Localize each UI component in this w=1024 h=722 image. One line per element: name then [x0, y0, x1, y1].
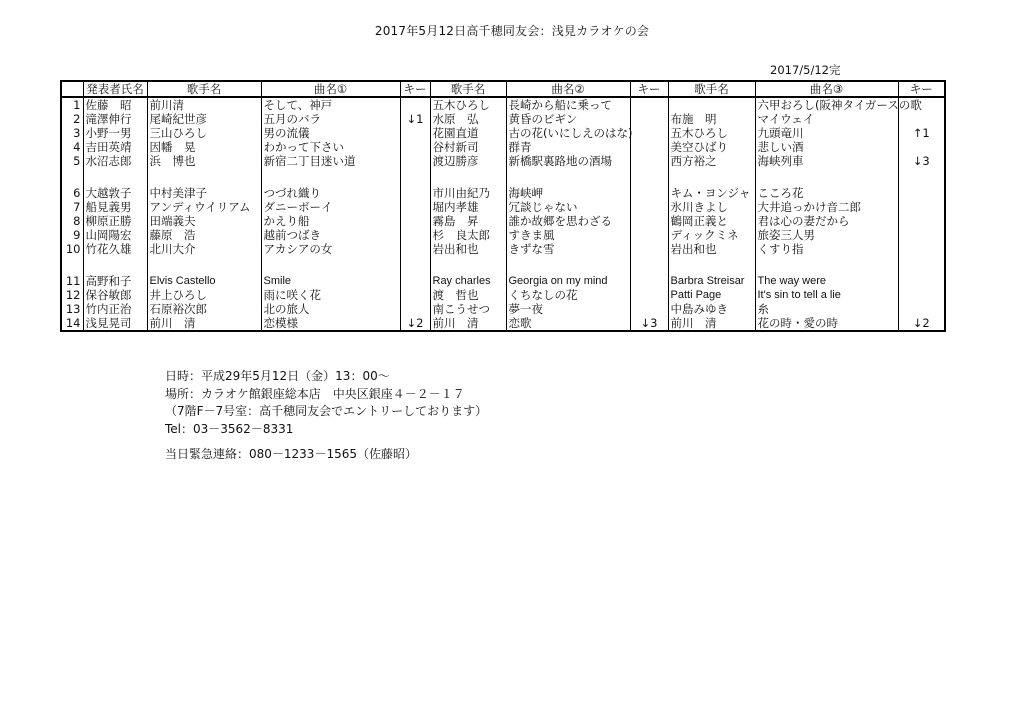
song-1-cell: 男の流儀	[261, 126, 400, 140]
row-number-cell: 9	[61, 228, 83, 242]
singer-3-cell: ディックミネ	[668, 228, 755, 242]
table-row	[61, 288, 945, 302]
key-1-cell	[400, 186, 430, 200]
key-2-cell	[630, 97, 668, 112]
col-key3-header: キー	[898, 81, 945, 97]
singer-3-cell: 美空ひばり	[668, 140, 755, 154]
singer-2-cell: 杉 良太郎	[430, 228, 506, 242]
empty-cell	[506, 256, 630, 274]
key-3-cell	[898, 186, 945, 200]
song-3-cell: 九頭竜川	[755, 126, 898, 140]
col-singer3-header: 歌手名	[668, 81, 755, 97]
song-2-cell: 海峡岬	[506, 186, 630, 200]
key-3-cell	[898, 288, 945, 302]
singer-2-cell: 渡 哲也	[430, 288, 506, 302]
row-number-cell: 13	[61, 302, 83, 316]
key-1-cell	[400, 302, 430, 316]
singer-3-cell: 布施 明	[668, 112, 755, 126]
song-1-cell: ダニーボーイ	[261, 200, 400, 214]
song-1-cell: 雨に咲く花	[261, 288, 400, 302]
table-row	[61, 97, 945, 112]
table-row	[61, 228, 945, 242]
song-2-cell: 古の花(いにしえのはな)	[506, 126, 630, 140]
table-row	[61, 214, 945, 228]
key-1-cell: ↓2	[400, 316, 430, 331]
row-number-cell: 1	[61, 97, 83, 112]
key-1-cell	[400, 274, 430, 288]
presenter-name-cell: 竹内正治	[83, 302, 147, 316]
singer-2-cell: 水原 弘	[430, 112, 506, 126]
key-2-cell	[630, 154, 668, 168]
key-1-cell	[400, 242, 430, 256]
singer-2-cell: 市川由紀乃	[430, 186, 506, 200]
row-number-cell: 8	[61, 214, 83, 228]
karaoke-program-table	[60, 80, 946, 332]
song-3-cell: 海峡列車	[755, 154, 898, 168]
empty-cell	[898, 168, 945, 186]
singer-1-cell: 前川 清	[147, 316, 261, 331]
row-number-cell: 6	[61, 186, 83, 200]
song-2-cell: 夢一夜	[506, 302, 630, 316]
row-number-cell: 11	[61, 274, 83, 288]
row-number-cell: 12	[61, 288, 83, 302]
singer-3-cell: キム・ヨンジャ	[668, 186, 755, 200]
row-number-cell: 7	[61, 200, 83, 214]
singer-1-cell: 三山ひろし	[147, 126, 261, 140]
key-2-cell	[630, 214, 668, 228]
key-1-cell	[400, 200, 430, 214]
col-key2-header: キー	[630, 81, 668, 97]
row-number-cell: 3	[61, 126, 83, 140]
empty-cell	[61, 168, 83, 186]
singer-1-cell: 尾崎紀世彦	[147, 112, 261, 126]
key-3-cell	[898, 228, 945, 242]
key-3-cell	[898, 200, 945, 214]
col-singer2-header: 歌手名	[430, 81, 506, 97]
singer-1-cell: 石原裕次郎	[147, 302, 261, 316]
presenter-name-cell: 竹花久雄	[83, 242, 147, 256]
empty-cell	[630, 168, 668, 186]
singer-1-cell: アンディウイリアム	[147, 200, 261, 214]
key-2-cell	[630, 186, 668, 200]
col-presenter-header: 発表者氏名	[83, 81, 147, 97]
key-3-cell: ↑1	[898, 126, 945, 140]
event-datetime: 日時：平成29年5月12日（金）13：00～	[165, 369, 390, 383]
singer-1-cell: Elvis Castello	[147, 274, 261, 288]
key-3-cell	[898, 112, 945, 126]
empty-cell	[430, 168, 506, 186]
song-3-cell: マイウェイ	[755, 112, 898, 126]
song-1-cell: 五月のバラ	[261, 112, 400, 126]
presenter-name-cell: 佐藤 昭	[83, 97, 147, 112]
key-2-cell	[630, 288, 668, 302]
singer-2-cell: 花園直道	[430, 126, 506, 140]
song-2-cell: 誰か故郷を思わざる	[506, 214, 630, 228]
key-2-cell	[630, 126, 668, 140]
singer-3-cell: Patti Page	[668, 288, 755, 302]
singer-2-cell: 谷村新司	[430, 140, 506, 154]
table-row	[61, 140, 945, 154]
key-2-cell	[630, 302, 668, 316]
col-song2-header: 曲名②	[506, 81, 630, 97]
song-2-cell: 黄昏のビギン	[506, 112, 630, 126]
table-header-row	[61, 81, 945, 97]
song-3-cell: It's sin to tell a lie	[755, 288, 898, 302]
singer-1-cell: 北川大介	[147, 242, 261, 256]
key-3-cell: ↓2	[898, 316, 945, 331]
singer-2-cell: Ray charles	[430, 274, 506, 288]
empty-cell	[668, 168, 755, 186]
key-1-cell	[400, 140, 430, 154]
song-1-cell: そして、神戸	[261, 97, 400, 112]
key-2-cell	[630, 140, 668, 154]
song-1-cell: 越前つばき	[261, 228, 400, 242]
key-1-cell	[400, 154, 430, 168]
table-row	[61, 274, 945, 288]
singer-3-cell: Barbra Streisar	[668, 274, 755, 288]
key-2-cell	[630, 112, 668, 126]
row-number-cell: 14	[61, 316, 83, 331]
singer-3-cell: 氷川きよし	[668, 200, 755, 214]
presenter-name-cell: 浅見晃司	[83, 316, 147, 331]
song-2-cell: 長崎から船に乗って	[506, 97, 630, 112]
song-2-cell: きずな雪	[506, 242, 630, 256]
song-1-cell: 新宿二丁目迷い道	[261, 154, 400, 168]
emergency-contact: 当日緊急連絡：080－1233－1565（佐藤昭）	[165, 447, 417, 461]
presenter-name-cell: 船見義男	[83, 200, 147, 214]
group-spacer-row	[61, 256, 945, 274]
event-info	[165, 368, 487, 438]
song-2-cell: Georgia on my mind	[506, 274, 630, 288]
song-3-cell: 君は心の妻だから	[755, 214, 898, 228]
table-row	[61, 242, 945, 256]
singer-1-cell: 井上ひろし	[147, 288, 261, 302]
song-3-cell: こころ花	[755, 186, 898, 200]
key-3-cell	[898, 242, 945, 256]
singer-3-cell: 西方裕之	[668, 154, 755, 168]
key-1-cell	[400, 228, 430, 242]
singer-2-cell: 堀内孝雄	[430, 200, 506, 214]
presenter-name-cell: 大越敦子	[83, 186, 147, 200]
event-place: 場所：カラオケ館銀座総本店 中央区銀座４－２－１７	[165, 386, 465, 401]
empty-cell	[755, 256, 898, 274]
empty-cell	[61, 256, 83, 274]
col-no-header	[61, 81, 83, 97]
empty-cell	[630, 256, 668, 274]
song-2-cell: くちなしの花	[506, 288, 630, 302]
key-3-cell	[898, 274, 945, 288]
singer-2-cell: 渡辺勝彦	[430, 154, 506, 168]
row-number-cell: 10	[61, 242, 83, 256]
presenter-name-cell: 保谷敏郎	[83, 288, 147, 302]
empty-cell	[400, 256, 430, 274]
song-3-cell: 花の時・愛の時	[755, 316, 898, 331]
key-1-cell	[400, 126, 430, 140]
singer-3-cell: 鶴岡正義と	[668, 214, 755, 228]
singer-2-cell: 前川 清	[430, 316, 506, 331]
song-3-cell: 旅姿三人男	[755, 228, 898, 242]
key-2-cell	[630, 200, 668, 214]
group-spacer-row	[61, 168, 945, 186]
presenter-name-cell: 山岡陽宏	[83, 228, 147, 242]
presenter-name-cell: 水沼志郎	[83, 154, 147, 168]
singer-3-cell: 中島みゆき	[668, 302, 755, 316]
completion-date: 2017/5/12完	[770, 63, 841, 77]
col-key1-header: キー	[400, 81, 430, 97]
table-row	[61, 200, 945, 214]
song-2-cell: 新橋駅裏路地の酒場	[506, 154, 630, 168]
singer-2-cell: 五木ひろし	[430, 97, 506, 112]
key-1-cell: ↓1	[400, 112, 430, 126]
presenter-name-cell: 滝澤伸行	[83, 112, 147, 126]
singer-1-cell: 藤原 浩	[147, 228, 261, 242]
event-room: （7階F－7号室：高千穂同友会でエントリーしております）	[165, 404, 488, 418]
empty-cell	[898, 256, 945, 274]
table-row	[61, 154, 945, 168]
row-number-cell: 5	[61, 154, 83, 168]
song-3-cell: 悲しい酒	[755, 140, 898, 154]
table-row	[61, 302, 945, 316]
page-title: 2017年5月12日高千穂同友会：浅見カラオケの会	[374, 24, 650, 38]
song-1-cell: つづれ織り	[261, 186, 400, 200]
song-1-cell: 恋模様	[261, 316, 400, 331]
song-1-cell: わかって下さい	[261, 140, 400, 154]
key-3-cell: ↓3	[898, 154, 945, 168]
col-singer1-header: 歌手名	[147, 81, 261, 97]
song-1-cell: Smile	[261, 274, 400, 288]
empty-cell	[668, 256, 755, 274]
singer-3-cell: 岩出和也	[668, 242, 755, 256]
singer-2-cell: 南こうせつ	[430, 302, 506, 316]
empty-cell	[400, 168, 430, 186]
song-1-cell: アカシアの女	[261, 242, 400, 256]
song-2-cell: 恋歌	[506, 316, 630, 331]
singer-3-cell: 五木ひろし	[668, 126, 755, 140]
key-3-cell	[898, 214, 945, 228]
col-song3-header: 曲名③	[755, 81, 898, 97]
singer-3-cell: 前川 清	[668, 316, 755, 331]
song-3-cell: 六甲おろし(阪神タイガースの歌	[755, 97, 898, 112]
key-3-cell	[898, 140, 945, 154]
song-1-cell: 北の旅人	[261, 302, 400, 316]
empty-cell	[261, 256, 400, 274]
key-2-cell: ↓3	[630, 316, 668, 331]
key-1-cell	[400, 288, 430, 302]
singer-1-cell: 田端義夫	[147, 214, 261, 228]
table-row	[61, 126, 945, 140]
song-3-cell: 大井追っかけ音二郎	[755, 200, 898, 214]
key-3-cell	[898, 302, 945, 316]
song-3-cell: 糸	[755, 302, 898, 316]
table-row	[61, 316, 945, 331]
table-row	[61, 112, 945, 126]
empty-cell	[147, 256, 261, 274]
singer-1-cell: 前川清	[147, 97, 261, 112]
row-number-cell: 2	[61, 112, 83, 126]
song-2-cell: 群青	[506, 140, 630, 154]
table-row	[61, 186, 945, 200]
presenter-name-cell: 高野和子	[83, 274, 147, 288]
empty-cell	[430, 256, 506, 274]
col-song1-header: 曲名①	[261, 81, 400, 97]
empty-cell	[261, 168, 400, 186]
singer-3-cell	[668, 97, 755, 112]
event-tel: Tel：03－3562－8331	[165, 421, 294, 436]
song-1-cell: かえり船	[261, 214, 400, 228]
singer-2-cell: 岩出和也	[430, 242, 506, 256]
singer-1-cell: 中村美津子	[147, 186, 261, 200]
singer-1-cell: 因幡 晃	[147, 140, 261, 154]
presenter-name-cell: 小野一男	[83, 126, 147, 140]
key-1-cell	[400, 214, 430, 228]
empty-cell	[506, 168, 630, 186]
empty-cell	[83, 256, 147, 274]
singer-2-cell: 霧島 昇	[430, 214, 506, 228]
song-2-cell: すきま風	[506, 228, 630, 242]
key-2-cell	[630, 274, 668, 288]
row-number-cell: 4	[61, 140, 83, 154]
presenter-name-cell: 柳原正勝	[83, 214, 147, 228]
song-3-cell: くすり指	[755, 242, 898, 256]
key-1-cell	[400, 97, 430, 112]
song-2-cell: 冗談じゃない	[506, 200, 630, 214]
singer-1-cell: 浜 博也	[147, 154, 261, 168]
empty-cell	[83, 168, 147, 186]
presenter-name-cell: 吉田英靖	[83, 140, 147, 154]
song-3-cell: The way were	[755, 274, 898, 288]
empty-cell	[755, 168, 898, 186]
key-2-cell	[630, 228, 668, 242]
key-2-cell	[630, 242, 668, 256]
empty-cell	[147, 168, 261, 186]
